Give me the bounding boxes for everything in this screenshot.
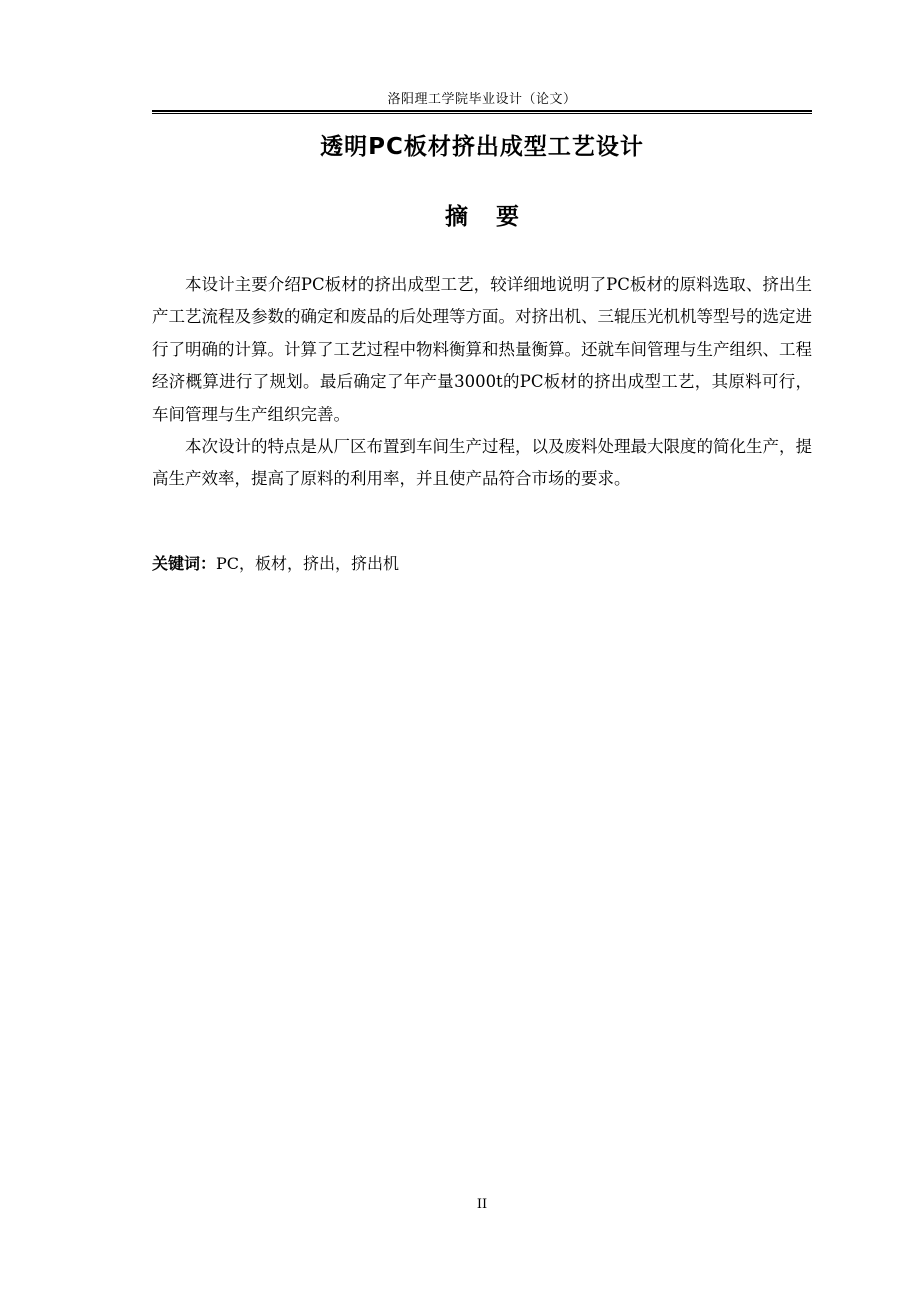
keywords-line bbox=[152, 551, 812, 577]
page-number: II bbox=[476, 1197, 488, 1212]
header-rule bbox=[152, 110, 812, 114]
abstract-paragraph-2: 本次设计的特点是从厂区布置到车间生产过程，以及废料处理最大限度的简化生产，提高生产效率，提高了原料的利用率，并且使产品符合市场的要求。 bbox=[152, 437, 812, 489]
running-header: 洛阳理工学院毕业设计（论文） bbox=[387, 92, 577, 107]
document-title: 透明PC板材挤出成型工艺设计 bbox=[320, 134, 644, 160]
abstract-paragraph-1: 本设计主要介绍PC板材的挤出成型工艺，较详细地说明了PC板材的原料选取、挤出生产工艺流程及参数的确定和废品的后处理等方面。对挤出机、三辊压光机机等型号的选定进行了明确的计算。计算了工艺过程中物料衡算和热量衡算。还就车间管理与生产组织、工程经济概算进行了规划。最后确定了年产量3000t的PC板材的挤出成型工艺，其原料可行，车间管理与生产组织完善。 bbox=[152, 275, 812, 424]
keywords-value: PC，板材，挤出，挤出机 bbox=[216, 554, 400, 573]
abstract-body bbox=[152, 269, 812, 496]
keywords-label: 关键词： bbox=[152, 554, 217, 573]
abstract-heading: 摘 要 bbox=[444, 204, 529, 230]
